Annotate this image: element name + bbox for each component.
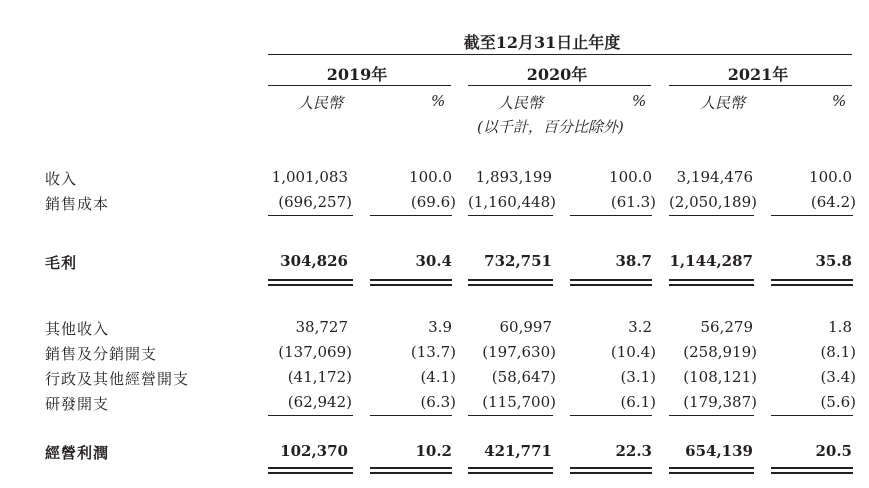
row-label-revenue: 收入 (45, 170, 78, 188)
currency-label-2020: 人民幣 (498, 94, 544, 112)
double-rule (268, 467, 353, 474)
cell-revenue-2021-rmb: 3,194,476 (676, 168, 753, 186)
double-rule (669, 279, 754, 286)
percent-label-2020: % (632, 92, 647, 110)
cell-admin-2019-pct: (4.1) (420, 368, 456, 386)
cell-gross-2021-pct: 35.8 (815, 252, 852, 270)
cell-cost-2021-pct: (64.2) (810, 193, 856, 211)
cell-selling-2021-pct: (8.1) (820, 343, 856, 361)
row-label-operating-profit: 經營利潤 (45, 444, 110, 462)
cell-revenue-2020-pct: 100.0 (609, 168, 652, 186)
period-header: 截至12月31日止年度 (463, 33, 621, 52)
cell-gross-2020-pct: 38.7 (615, 252, 652, 270)
double-rule (669, 467, 754, 474)
year-rule-2020 (468, 85, 651, 86)
header-rule (268, 54, 852, 55)
cell-revenue-2021-pct: 100.0 (809, 168, 852, 186)
cell-gross-2020-rmb: 732,751 (484, 252, 552, 270)
cell-rd-2019-rmb: (62,942) (287, 393, 352, 411)
year-2019: 2019年 (326, 65, 388, 84)
rule (570, 415, 652, 416)
rule (268, 215, 353, 216)
cell-operating-2020-rmb: 421,771 (484, 442, 552, 460)
cell-revenue-2019-rmb: 1,001,083 (271, 168, 348, 186)
cell-other-income-2021-pct: 1.8 (828, 318, 852, 336)
rule (370, 215, 452, 216)
rule (570, 215, 652, 216)
double-rule (468, 279, 553, 286)
row-label-admin-expenses: 行政及其他經營開支 (45, 370, 190, 388)
cell-operating-2021-pct: 20.5 (815, 442, 852, 460)
cell-selling-2019-pct: (13.7) (410, 343, 456, 361)
cell-cost-2020-rmb: (1,160,448) (467, 193, 556, 211)
rule (669, 215, 754, 216)
rule (669, 415, 754, 416)
cell-rd-2020-rmb: (115,700) (482, 393, 556, 411)
cell-selling-2019-rmb: (137,069) (278, 343, 352, 361)
cell-operating-2021-rmb: 654,139 (685, 442, 753, 460)
row-label-other-income: 其他收入 (45, 320, 110, 338)
rule (468, 415, 553, 416)
year-rule-2019 (268, 85, 451, 86)
cell-admin-2020-pct: (3.1) (620, 368, 656, 386)
rule (468, 215, 553, 216)
percent-label-2019: % (431, 92, 446, 110)
cell-revenue-2019-pct: 100.0 (409, 168, 452, 186)
cell-gross-2019-pct: 30.4 (415, 252, 452, 270)
rule (771, 215, 853, 216)
cell-rd-2019-pct: (6.3) (420, 393, 456, 411)
cell-cost-2021-rmb: (2,050,189) (668, 193, 757, 211)
cell-cost-2019-rmb: (696,257) (278, 193, 352, 211)
cell-admin-2021-pct: (3.4) (820, 368, 856, 386)
percent-label-2021: % (832, 92, 847, 110)
cell-admin-2020-rmb: (58,647) (491, 368, 556, 386)
rule (771, 415, 853, 416)
double-rule (570, 467, 652, 474)
year-2020: 2020年 (526, 65, 588, 84)
row-label-rd-expenses: 研發開支 (45, 395, 110, 413)
year-rule-2021 (669, 85, 852, 86)
double-rule (468, 467, 553, 474)
currency-label-2021: 人民幣 (700, 94, 746, 112)
double-rule (570, 279, 652, 286)
row-label-cost-of-sales: 銷售成本 (45, 195, 110, 213)
cell-rd-2021-pct: (5.6) (820, 393, 856, 411)
cell-selling-2020-rmb: (197,630) (482, 343, 556, 361)
double-rule (771, 279, 853, 286)
cell-selling-2020-pct: (10.4) (610, 343, 656, 361)
cell-revenue-2020-rmb: 1,893,199 (475, 168, 552, 186)
cell-admin-2021-rmb: (108,121) (683, 368, 757, 386)
double-rule (370, 467, 452, 474)
double-rule (370, 279, 452, 286)
cell-cost-2020-pct: (61.3) (610, 193, 656, 211)
cell-other-income-2020-rmb: 60,997 (499, 318, 552, 336)
cell-cost-2019-pct: (69.6) (410, 193, 456, 211)
rule (370, 415, 452, 416)
double-rule (268, 279, 353, 286)
cell-rd-2021-rmb: (179,387) (683, 393, 757, 411)
cell-operating-2019-rmb: 102,370 (280, 442, 348, 460)
cell-operating-2019-pct: 10.2 (415, 442, 452, 460)
row-label-gross-profit: 毛利 (45, 254, 78, 272)
cell-selling-2021-rmb: (258,919) (683, 343, 757, 361)
double-rule (771, 467, 853, 474)
rule (268, 415, 353, 416)
cell-other-income-2019-rmb: 38,727 (295, 318, 348, 336)
currency-label-2019: 人民幣 (298, 94, 344, 112)
cell-other-income-2019-pct: 3.9 (428, 318, 452, 336)
cell-gross-2019-rmb: 304,826 (280, 252, 348, 270)
cell-gross-2021-rmb: 1,144,287 (669, 252, 753, 270)
cell-other-income-2021-rmb: 56,279 (700, 318, 753, 336)
cell-other-income-2020-pct: 3.2 (628, 318, 652, 336)
cell-operating-2020-pct: 22.3 (615, 442, 652, 460)
year-2021: 2021年 (727, 65, 789, 84)
units-note: (以千計，百分比除外) (477, 118, 624, 136)
row-label-selling-expenses: 銷售及分銷開支 (45, 345, 158, 363)
cell-admin-2019-rmb: (41,172) (287, 368, 352, 386)
cell-rd-2020-pct: (6.1) (620, 393, 656, 411)
